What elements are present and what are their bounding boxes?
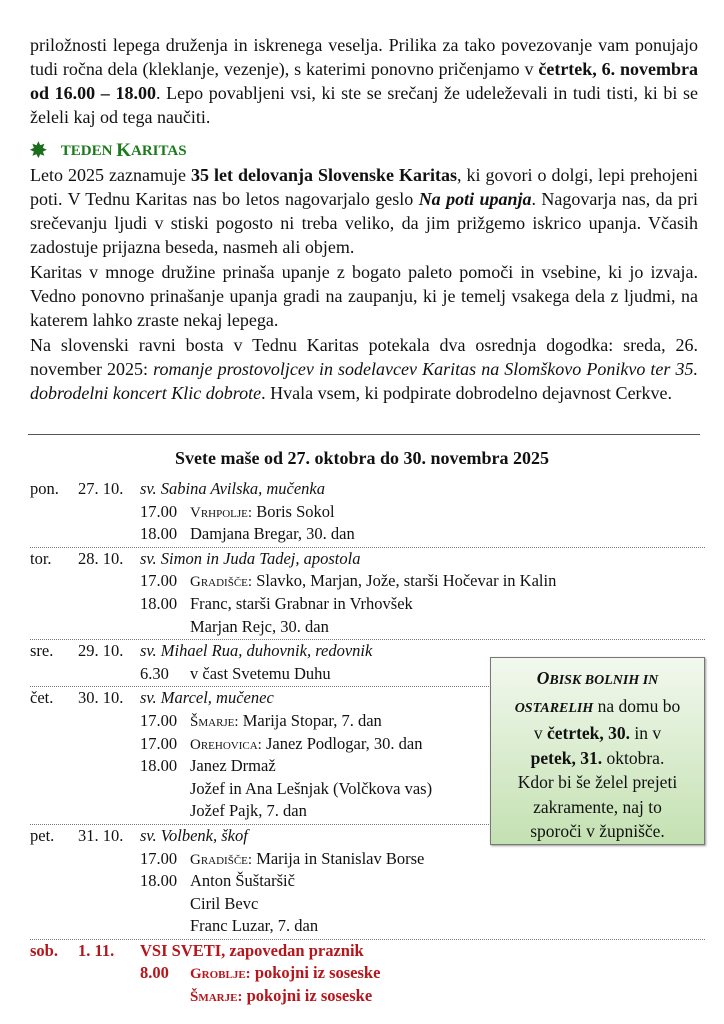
spacer	[78, 755, 140, 778]
mass-time: 18.00	[140, 524, 178, 544]
spacer	[30, 755, 78, 778]
mass-entry	[30, 915, 705, 938]
mass-intention: Groblje: pokojni iz soseske	[190, 963, 381, 983]
mass-time: 18.00	[140, 756, 178, 776]
motto: Na poti upanja	[418, 189, 532, 209]
spacer	[78, 570, 140, 593]
mass-location: Groblje:	[190, 966, 251, 983]
weekday: pet.	[30, 825, 55, 845]
feast-name: sv. Marcel, mučenec	[140, 688, 274, 708]
mass-location: Šmarje:	[190, 713, 239, 730]
spacer	[30, 893, 78, 916]
spacer	[30, 915, 78, 938]
feast-name: sv. Volbenk, škof	[140, 825, 248, 845]
mass-time: 17.00	[140, 501, 178, 521]
mass-location: Orehovica:	[190, 736, 262, 753]
spacer	[30, 870, 78, 893]
spacer	[78, 616, 140, 639]
mass-entry	[30, 962, 705, 985]
date: 1. 11.	[78, 940, 115, 960]
spacer	[30, 985, 78, 1008]
spacer	[30, 710, 78, 733]
mass-time: 18.00	[140, 871, 178, 891]
day-header	[30, 548, 705, 571]
mass-time: 17.00	[140, 848, 178, 868]
mass-location: Vrhpolje:	[190, 504, 253, 521]
date: 29. 10.	[78, 641, 124, 661]
mass-intention: Anton Šuštaršič	[190, 871, 295, 891]
mass-intention: Gradišče: Slavko, Marjan, Jože, starši Hočevar in Kalin	[190, 571, 557, 591]
schedule-title: Svete maše od 27. oktobra do 30. novembra 2025	[175, 448, 549, 468]
spacer	[78, 523, 140, 546]
spacer	[78, 800, 140, 823]
schedule-day	[30, 548, 705, 640]
karitas-paragraph-1: Leto 2025 zaznamuje 35 let delovanja Slovenske Karitas, ki govori o dolgi, lepi prehojeni poti. V Tednu Karitas nas bo letos nagovarjalo geslo Na poti upanja. Nagovarja nas, da pri srečevanju ljudi v stiski pogosto ni treba veliko, da jim prižgemo iskrico upanja. Včasih zadostuje prijazna beseda, nasmeh ali objem.	[30, 165, 699, 257]
spacer	[78, 733, 140, 756]
date: 30. 10.	[78, 688, 124, 708]
mass-location: Šmarje:	[190, 989, 243, 1006]
spacer	[30, 501, 78, 524]
spacer	[30, 523, 78, 546]
mass-time	[140, 893, 190, 916]
mass-intention: Šmarje: pokojni iz soseske	[190, 986, 373, 1006]
spacer	[30, 733, 78, 756]
mass-time: 18.00	[140, 593, 178, 613]
spacer	[78, 893, 140, 916]
spacer	[30, 593, 78, 616]
schedule-day	[30, 940, 705, 1009]
mass-time	[140, 800, 190, 823]
day-header	[30, 478, 705, 501]
weekday: čet.	[30, 688, 54, 708]
spacer	[30, 848, 78, 871]
mass-entry	[30, 893, 705, 916]
weekday: sob.	[30, 940, 58, 960]
mass-entry	[30, 848, 705, 871]
mass-time: 17.00	[140, 710, 178, 730]
date: 27. 10.	[78, 479, 124, 498]
star-icon: ✸	[30, 140, 47, 162]
mass-intention: Orehovica: Janez Podlogar, 30. dan	[190, 733, 423, 753]
karitas-paragraph-3: Na slovenski ravni bosta v Tednu Karitas potekala dva osrednja dogodka: sreda, 26. november 2025: romanje prostovoljcev in sodelavcev Karitas na Slomškovo Ponikvo ter 35. dobrodelni koncert Klic dobrote. Hvala vsem, ki podpirate dobrodelno dejavnost Cerkve.	[30, 335, 698, 403]
workshop-date: četrtek, 6. novembra od 16.00 – 18.00	[30, 59, 698, 103]
mass-location: Gradišče:	[190, 851, 253, 868]
mass-location: Gradišče:	[190, 574, 253, 591]
spacer	[30, 616, 78, 639]
spacer	[30, 962, 78, 985]
mass-intention: Franc Luzar, 7. dan	[190, 916, 319, 936]
mass-intention: Jožef Pajk, 7. dan	[190, 801, 307, 821]
mass-entry	[30, 985, 705, 1008]
weekday: sre.	[30, 641, 54, 661]
mass-entry	[30, 570, 705, 593]
spacer	[78, 593, 140, 616]
section-heading-karitas: ✸ TEDEN K ARITAS	[30, 140, 187, 162]
mass-time	[140, 778, 190, 801]
spacer	[78, 501, 140, 524]
date: 28. 10.	[78, 548, 124, 568]
mass-entry	[30, 501, 705, 524]
mass-time: 6.30	[140, 663, 169, 683]
feast-name: sv. Sabina Avilska, mučenka	[140, 479, 325, 498]
spacer	[78, 710, 140, 733]
spacer	[30, 778, 78, 801]
weekday: pon.	[30, 479, 59, 498]
mass-intention: Franc, starši Grabnar in Vrhovšek	[190, 593, 413, 613]
spacer	[78, 870, 140, 893]
mass-intention: Damjana Bregar, 30. dan	[190, 524, 355, 544]
spacer	[78, 962, 140, 985]
feast-name: sv. Mihael Rua, duhovnik, redovnik	[140, 641, 373, 661]
feast-name: VSI SVETI, zapovedan praznik	[140, 940, 364, 960]
mass-intention: Jožef in Ana Lešnjak (Volčkova vas)	[190, 778, 433, 798]
mass-time: 8.00	[140, 963, 169, 983]
spacer	[78, 915, 140, 938]
day-header	[30, 940, 705, 963]
spacer	[30, 800, 78, 823]
mass-entry	[30, 616, 705, 639]
mass-time	[140, 915, 190, 938]
mass-entry	[30, 523, 705, 546]
spacer	[30, 570, 78, 593]
intro-paragraph: priložnosti lepega druženja in iskrenega veselja. Prilika za tako povezovanje vam ponujajo tudi ročna dela (kleklanje, vezenje), s katerimi ponovno pričenjamo v četrtek, 6. novembra od 16.00 – 18.00. Lepo povabljeni vsi, ki ste se srečanj že udeleževali in tudi tisti, ki bi se želeli kaj od tega naučiti.	[30, 35, 698, 127]
weekday: tor.	[30, 548, 52, 568]
mass-entry	[30, 593, 705, 616]
mass-intention: Šmarje: Marija Stopar, 7. dan	[190, 710, 382, 730]
mass-intention: Janez Drmaž	[190, 756, 276, 776]
mass-entry	[30, 870, 705, 893]
mass-intention: Vrhpolje: Boris Sokol	[190, 501, 335, 521]
spacer	[78, 663, 140, 686]
mass-intention: Ciril Bevc	[190, 893, 259, 913]
mass-intention: Marjan Rejc, 30. dan	[190, 616, 329, 636]
mass-time	[140, 616, 190, 639]
mass-time: 17.00	[140, 733, 178, 753]
spacer	[78, 985, 140, 1008]
date: 31. 10.	[78, 825, 124, 845]
notice-box-sick-visit: OBISK BOLNIH IN OSTARELIH na domu bo v četrtek, 30. in v petek, 31. oktobra. Kdor bi še želel prejeti zakramente, naj to sporoči v župnišče.	[490, 657, 705, 845]
mass-intention: Gradišče: Marija in Stanislav Borse	[190, 848, 425, 868]
schedule-day	[30, 478, 705, 548]
mass-intention: v čast Svetemu Duhu	[190, 663, 331, 683]
spacer	[78, 848, 140, 871]
mass-time: 17.00	[140, 571, 178, 591]
section-divider	[28, 434, 700, 435]
spacer	[30, 663, 78, 686]
spacer	[78, 778, 140, 801]
karitas-paragraph-2: Karitas v mnoge družine prinaša upanje z bogato paleto pomoči in vsebine, ki jo izvaja. Vedno ponovno prinašanje upanja gradi na zaupanju, ki je temelj vsakega dela z ljudmi, na katerem lahko zraste nekaj lepega.	[30, 262, 698, 330]
feast-name: sv. Simon in Juda Tadej, apostola	[140, 548, 361, 568]
mass-time	[140, 985, 190, 1008]
